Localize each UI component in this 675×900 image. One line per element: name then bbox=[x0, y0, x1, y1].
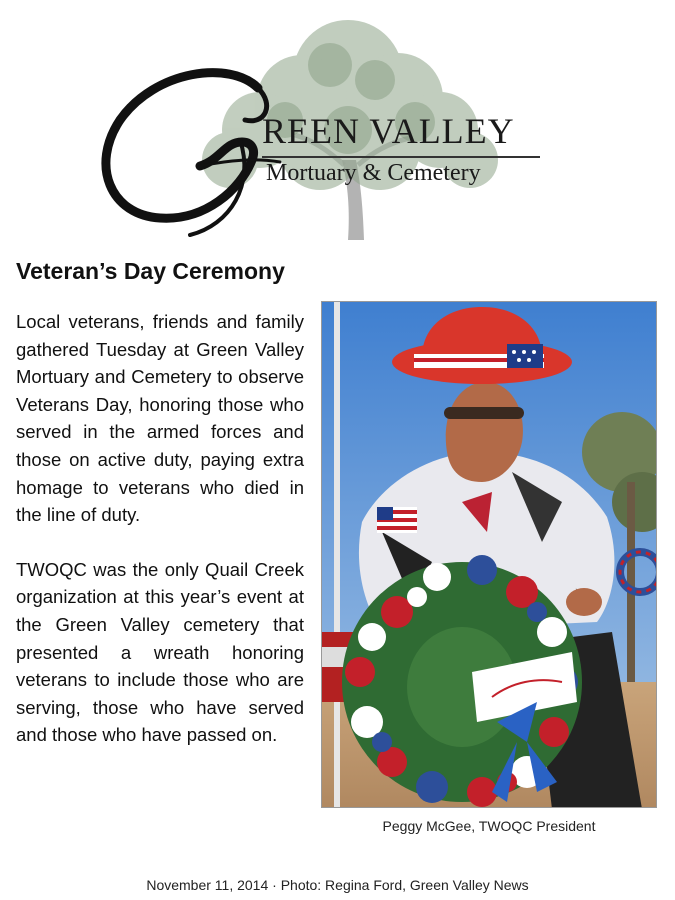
logo-divider bbox=[262, 156, 540, 158]
article-body bbox=[16, 308, 304, 776]
photo-veteran-with-wreath bbox=[321, 301, 657, 808]
photo-illustration bbox=[322, 302, 657, 808]
photo-caption: Peggy McGee, TWOQC President bbox=[382, 818, 596, 834]
logo-title: REEN VALLEY bbox=[262, 111, 515, 151]
article-paragraph: TWOQC was the only Quail Creek organization at this year’s event at the Green Valley cemetery that presented a wreath honoring veterans to include those who are serving, those who have served and those who have passed on. bbox=[16, 558, 304, 746]
logo bbox=[80, 10, 560, 242]
logo-subtitle: Mortuary & Cemetery bbox=[266, 160, 481, 186]
article-paragraph: Local veterans, friends and family gathered Tuesday at Green Valley Mortuary and Cemetery to observe Veterans Day, honoring those who served in the armed forces and those on active duty, paying extra homage to veterans who died in the line of duty. bbox=[16, 311, 304, 526]
footer-credit: November 11, 2014 · Photo: Regina Ford, Green Valley News bbox=[146, 877, 529, 893]
article-heading: Veteran’s Day Ceremony bbox=[16, 258, 285, 284]
